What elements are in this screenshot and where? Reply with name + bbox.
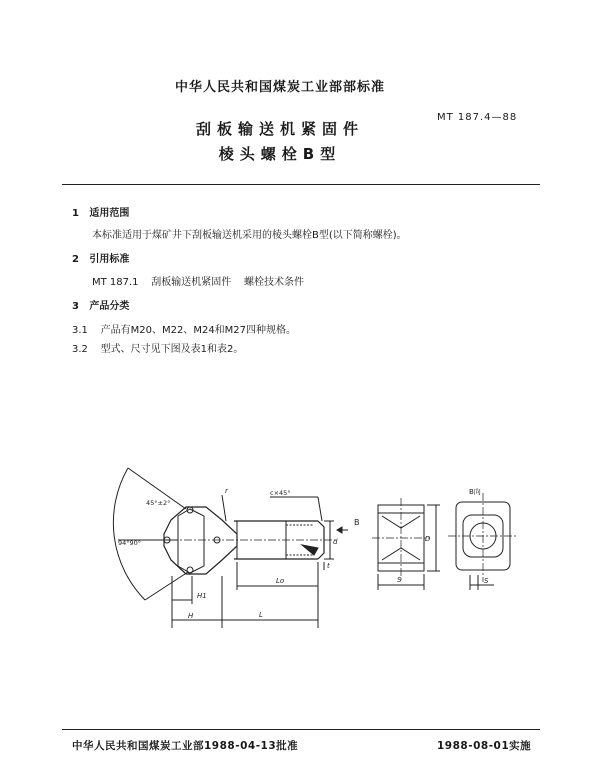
clause-3-1-number: 3.1	[72, 325, 88, 336]
approval-info: 中华人民共和国煤炭工业部1988-04-13批准	[72, 740, 299, 752]
s-label: S	[397, 576, 402, 584]
standard-number: MT 187.4—88	[437, 112, 518, 123]
section-2-number: 2	[72, 254, 79, 265]
s2-label: S	[484, 577, 489, 585]
footer-rule	[62, 729, 540, 730]
head-corner-bottom	[187, 567, 193, 573]
lo-label: Lo	[276, 577, 285, 585]
clause-3-2-number: 3.2	[72, 344, 88, 355]
doc-title-line1: 刮板输送机紧固件	[195, 120, 364, 138]
chamfer-label: c×45°	[270, 489, 291, 497]
reference-title: 刮板输送机紧固件	[151, 277, 232, 288]
angle-side-label: 94°90°	[118, 539, 142, 547]
section-1-title: 适用范围	[89, 208, 130, 219]
angle-arc	[113, 468, 145, 600]
section-3-number: 3	[72, 301, 79, 312]
section-1-number: 1	[72, 208, 79, 219]
radius-label: r	[225, 487, 228, 495]
section-1-text: 本标准适用于煤矿井下刮板输送机采用的棱头螺栓B型(以下简称螺栓)。	[92, 230, 407, 241]
h1-label: H1	[197, 592, 207, 600]
D-label: D	[425, 535, 431, 543]
implementation-date: 1988-08-01实施	[437, 740, 532, 752]
section-arrow-label: B	[354, 518, 360, 527]
section-3-title: 产品分类	[89, 301, 130, 312]
l-label: L	[259, 611, 263, 619]
thread-t-label: t	[327, 562, 330, 570]
b-view-label: B向	[469, 488, 481, 496]
head-inner-face	[178, 509, 204, 573]
diameter-label: d	[333, 538, 338, 546]
reference-subtitle: 螺栓技术条件	[243, 277, 304, 288]
clause-3-2-text: 型式、尺寸见下图及表1和表2。	[100, 344, 244, 355]
doc-title-line2: 棱头螺栓B型	[218, 145, 342, 163]
section-2-title: 引用标准	[89, 254, 130, 265]
issuing-org-title: 中华人民共和国煤炭工业部部标准	[174, 80, 385, 95]
clause-3-1-text: 产品有M20、M22、M24和M27四种规格。	[100, 325, 297, 336]
reference-code: MT 187.1	[92, 277, 139, 288]
angle-leader-bottom	[145, 572, 188, 600]
h-label: H	[188, 612, 194, 620]
angle-top-label: 45°±2°	[146, 499, 171, 507]
